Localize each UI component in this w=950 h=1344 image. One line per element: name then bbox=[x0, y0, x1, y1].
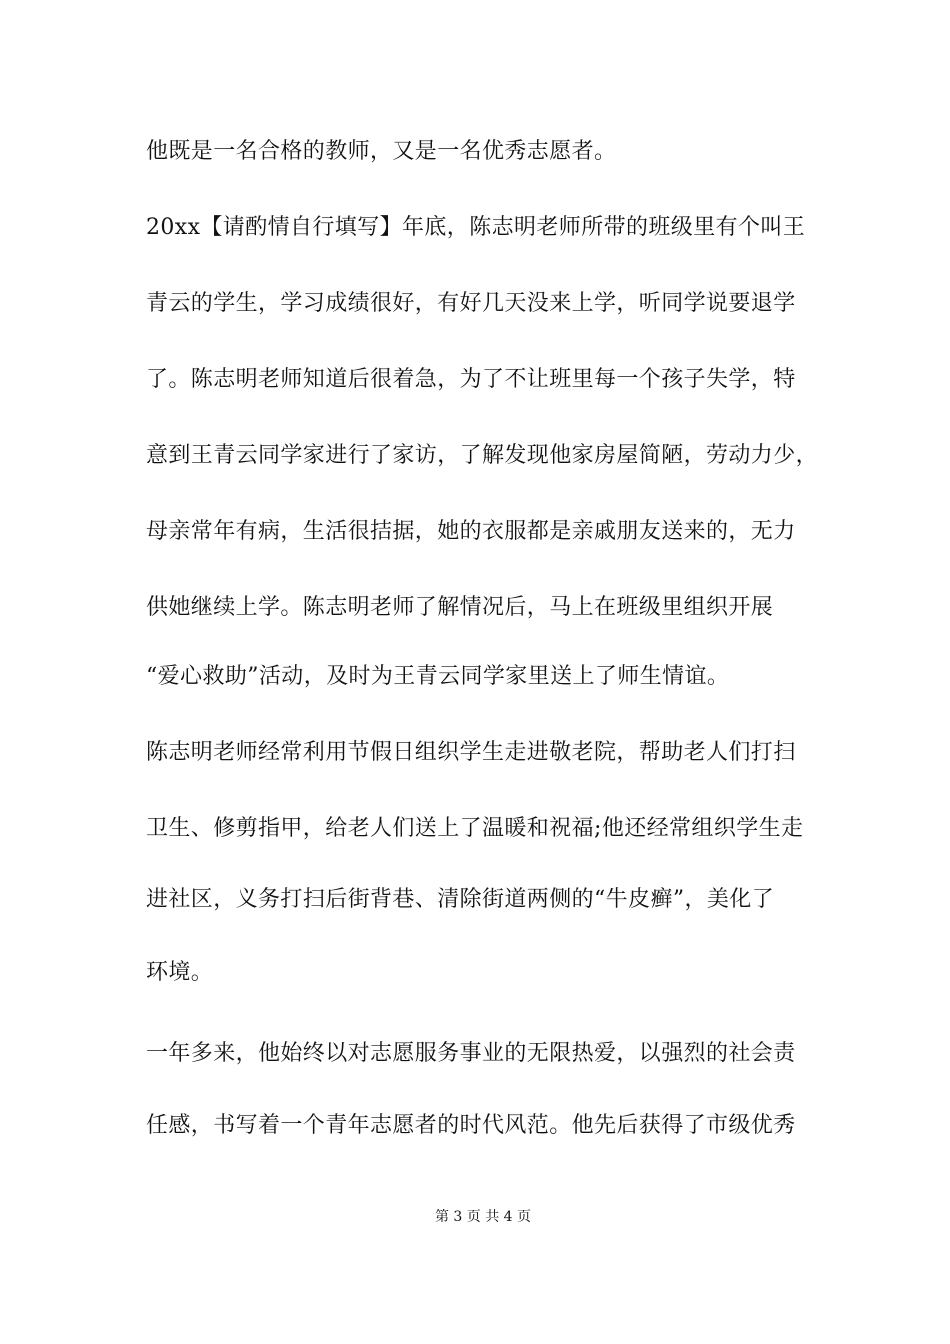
text-line-11: 进社区，义务打扫后街背巷、清除街道两侧的“牛皮癣”，美化了 bbox=[146, 887, 775, 912]
text-line-8: “爱心救助”活动，及时为王青云同学家里送上了师生情谊。 bbox=[146, 664, 730, 689]
text-line-5: 意到王青云同学家进行了家访，了解发现他家房屋简陋，劳动力少， bbox=[146, 443, 819, 468]
text-line-13: 一年多来，他始终以对志愿服务事业的无限热爱，以强烈的社会责 bbox=[146, 1041, 796, 1066]
text-line-10: 卫生、修剪指甲，给老人们送上了温暖和祝福;他还经常组织学生走 bbox=[146, 816, 804, 841]
text-line-6: 母亲常年有病，生活很拮据，她的衣服都是亲戚朋友送来的，无力 bbox=[146, 519, 796, 544]
text-line-9: 陈志明老师经常利用节假日组织学生走进敬老院，帮助老人们打扫 bbox=[146, 740, 796, 765]
text-line-7: 供她继续上学。陈志明老师了解情况后，马上在班级里组织开展 bbox=[146, 595, 774, 620]
text-line-12: 环境。 bbox=[146, 960, 214, 985]
text-line-2: 20xx【请酌情自行填写】年底，陈志明老师所带的班级里有个叫王 bbox=[146, 215, 806, 240]
text-line-14: 任感，书写着一个青年志愿者的时代风范。他先后获得了市级优秀 bbox=[146, 1113, 796, 1138]
page-footer: 第 3 页 共 4 页 bbox=[434, 1209, 532, 1225]
text-line-1: 他既是一名合格的教师，又是一名优秀志愿者。 bbox=[146, 139, 617, 164]
text-line-3: 青云的学生，学习成绩很好，有好几天没来上学，听同学说要退学 bbox=[146, 291, 796, 316]
text-line-4: 了。陈志明老师知道后很着急，为了不让班里每一个孩子失学，特 bbox=[146, 367, 796, 392]
